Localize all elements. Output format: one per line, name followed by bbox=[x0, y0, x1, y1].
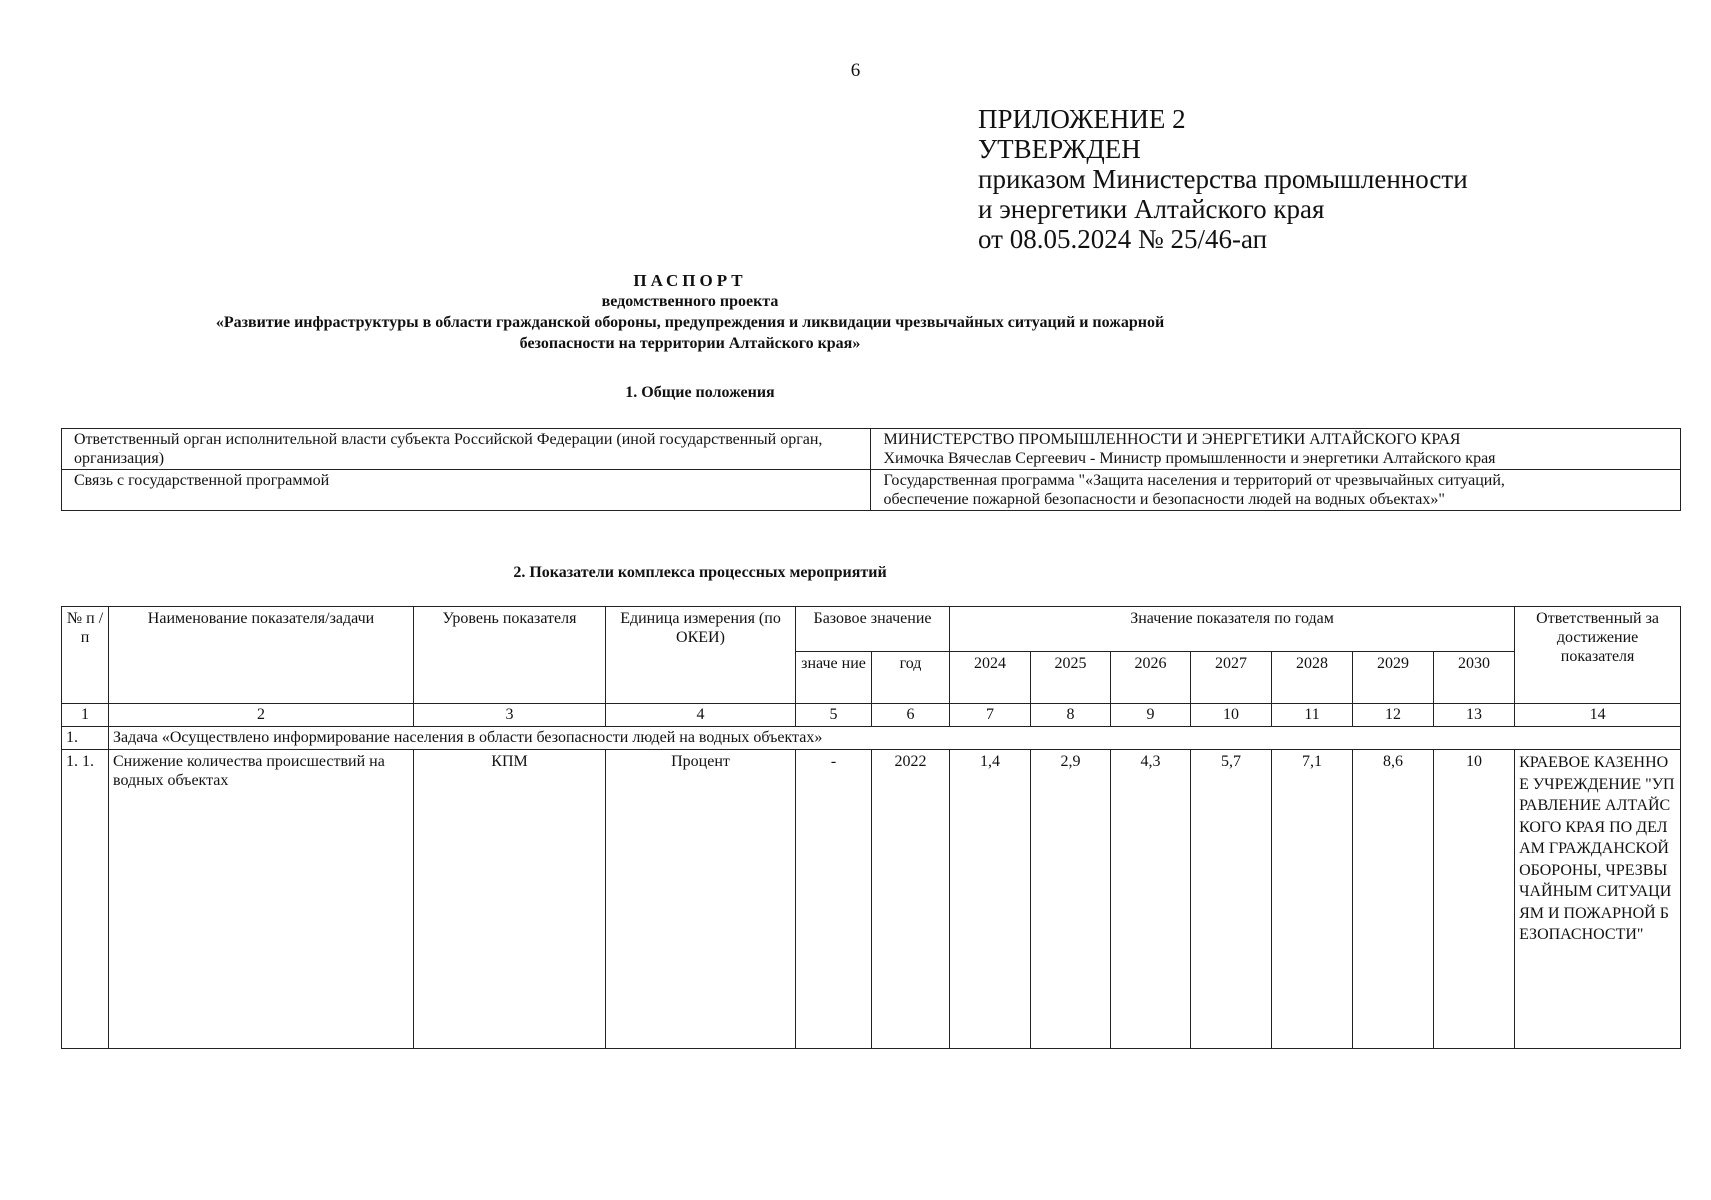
header-base: Базовое значение bbox=[796, 607, 950, 652]
indicator-responsible: КРАЕВОЕ КАЗЕННОЕ УЧРЕЖДЕНИЕ "УПРАВЛЕНИЕ АЛТАЙСКОГО КРАЯ ПО ДЕЛАМ ГРАЖДАНСКОЙ ОБОРОНЫ, ЧРЕЗВЫЧАЙНЫМ СИТУАЦИЯМ И ПОЖАРНОЙ БЕЗОПАСНОСТИ" bbox=[1515, 750, 1681, 1049]
header-year: 2029 bbox=[1353, 652, 1434, 704]
value-line: МИНИСТЕРСТВО ПРОМЫШЛЕННОСТИ И ЭНЕРГЕТИКИ АЛТАЙСКОГО КРАЯ bbox=[883, 431, 1461, 448]
indicator-value: 2,9 bbox=[1031, 750, 1111, 1049]
task-row bbox=[62, 727, 1681, 750]
document-title bbox=[0, 270, 1380, 354]
header-row bbox=[62, 607, 1681, 652]
header-year: 2028 bbox=[1272, 652, 1353, 704]
table-cell-label: Ответственный орган исполнительной власти субъекта Российской Федерации (иной государственный орган, организация) bbox=[62, 429, 871, 470]
value-line: обеспечение пожарной безопасности и безопасности людей на водных объектах»" bbox=[883, 491, 1445, 508]
section-title: 2. Показатели комплекса процессных мероприятий bbox=[513, 564, 887, 581]
header-year: 2027 bbox=[1191, 652, 1272, 704]
table-row bbox=[62, 750, 1681, 1049]
column-number-row bbox=[62, 704, 1681, 727]
header-responsible: Ответственный за достижение показателя bbox=[1515, 607, 1681, 704]
title-name-line: безопасности на территории Алтайского края» bbox=[519, 335, 861, 352]
column-number: 10 bbox=[1191, 704, 1272, 727]
approval-line: ПРИЛОЖЕНИЕ 2 bbox=[978, 104, 1186, 134]
header-year: 2026 bbox=[1111, 652, 1191, 704]
approval-line: от 08.05.2024 № 25/46-ап bbox=[978, 224, 1268, 254]
table-row bbox=[62, 470, 1681, 511]
column-number: 11 bbox=[1272, 704, 1353, 727]
column-number: 13 bbox=[1434, 704, 1515, 727]
approval-line: и энергетики Алтайского края bbox=[978, 194, 1325, 224]
section-title: 1. Общие положения bbox=[625, 384, 775, 401]
indicator-unit: Процент bbox=[606, 750, 796, 1049]
indicator-level: КПМ bbox=[414, 750, 606, 1049]
header-num: № п / п bbox=[62, 607, 109, 704]
approval-line: приказом Министерства промышленности bbox=[978, 164, 1468, 194]
header-year: 2024 bbox=[950, 652, 1031, 704]
approval-stamp bbox=[978, 104, 1468, 254]
task-num: 1. bbox=[62, 727, 109, 750]
indicators-table bbox=[61, 606, 1681, 1049]
column-number: 7 bbox=[950, 704, 1031, 727]
column-number: 8 bbox=[1031, 704, 1111, 727]
title-sub: ведомственного проекта bbox=[601, 293, 779, 310]
task-text: Задача «Осуществлено информирование населения в области безопасности людей на водных объектах» bbox=[109, 727, 1681, 750]
header-year: 2025 bbox=[1031, 652, 1111, 704]
indicator-base-value: - bbox=[796, 750, 872, 1049]
indicator-value: 7,1 bbox=[1272, 750, 1353, 1049]
column-number: 2 bbox=[109, 704, 414, 727]
table-cell-value bbox=[871, 429, 1681, 470]
table-row bbox=[62, 429, 1681, 470]
indicator-value: 5,7 bbox=[1191, 750, 1272, 1049]
value-line: Химочка Вячеслав Сергеевич - Министр промышленности и энергетики Алтайского края bbox=[883, 450, 1496, 467]
value-line: Государственная программа "«Защита населения и территорий от чрезвычайных ситуаций, bbox=[883, 472, 1505, 489]
general-info-table bbox=[61, 428, 1681, 511]
indicator-value: 1,4 bbox=[950, 750, 1031, 1049]
table-cell-value bbox=[871, 470, 1681, 511]
column-number: 3 bbox=[414, 704, 606, 727]
indicator-value: 8,6 bbox=[1353, 750, 1434, 1049]
indicator-name: Снижение количества происшествий на водных объектах bbox=[109, 750, 414, 1049]
column-number: 6 bbox=[872, 704, 950, 727]
header-base-year: год bbox=[872, 652, 950, 704]
title-main: ПАСПОРТ bbox=[633, 271, 747, 290]
header-year: 2030 bbox=[1434, 652, 1515, 704]
header-name: Наименование показателя/задачи bbox=[109, 607, 414, 704]
header-level: Уровень показателя bbox=[414, 607, 606, 704]
header-base-value: значе ние bbox=[796, 652, 872, 704]
column-number: 4 bbox=[606, 704, 796, 727]
header-unit: Единица измерения (по ОКЕИ) bbox=[606, 607, 796, 704]
indicator-base-year: 2022 bbox=[872, 750, 950, 1049]
column-number: 5 bbox=[796, 704, 872, 727]
indicator-num: 1. 1. bbox=[62, 750, 109, 1049]
indicator-value: 4,3 bbox=[1111, 750, 1191, 1049]
column-number: 9 bbox=[1111, 704, 1191, 727]
header-years-group: Значение показателя по годам bbox=[950, 607, 1515, 652]
column-number: 12 bbox=[1353, 704, 1434, 727]
title-name-line: «Развитие инфраструктуры в области гражданской обороны, предупреждения и ликвидации чрезвычайных ситуаций и пожарной bbox=[215, 314, 1165, 331]
column-number: 1 bbox=[62, 704, 109, 727]
approval-line: УТВЕРЖДЕН bbox=[978, 134, 1141, 164]
page-number: 6 bbox=[850, 60, 861, 81]
indicator-value: 10 bbox=[1434, 750, 1515, 1049]
table-cell-label: Связь с государственной программой bbox=[62, 470, 871, 511]
column-number: 14 bbox=[1515, 704, 1681, 727]
